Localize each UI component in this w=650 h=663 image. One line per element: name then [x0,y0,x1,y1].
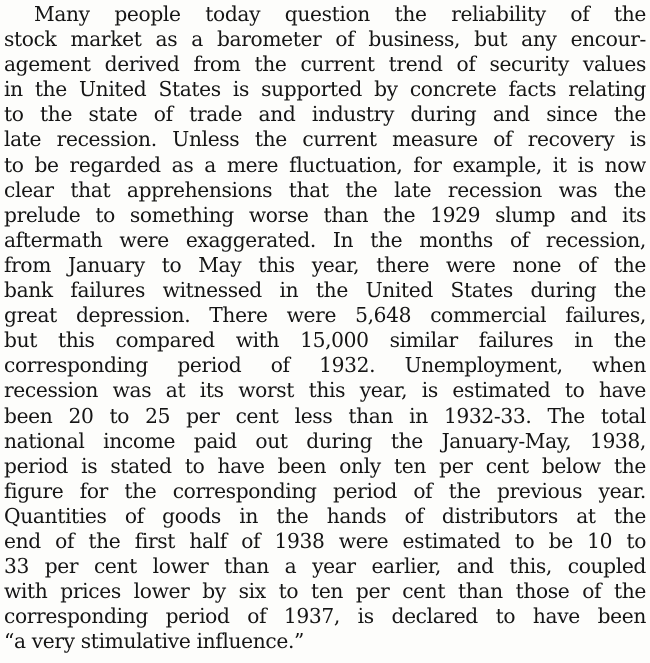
text-line: figure for the corresponding period of the previous year. [4,478,646,503]
text-line: great depression. There were 5,648 commercial failures, [4,303,646,328]
text-line: clear that apprehensions that the late recession was the [4,177,646,202]
text-line: but this compared with 15,000 similar failures in the [4,328,646,353]
text-line: Many people today question the reliability of the [34,2,646,26]
text-line: stock market as a barometer of business, but any encour- [4,27,646,52]
text-line: national income paid out during the January-May, 1938, [4,428,646,453]
text-line: late recession. Unless the current measure of recovery is [4,127,646,152]
text-line: been 20 to 25 per cent less than in 1932-33. The total [4,403,646,428]
text-line: 33 per cent lower than a year earlier, and this, coupled [4,554,646,579]
text-line: from January to May this year, there were none of the [4,252,646,277]
text-line: bank failures witnessed in the United States during the [4,278,646,303]
text-line: in the United States is supported by concrete facts relating [4,77,646,102]
text-line: agement derived from the current trend of security values [4,52,646,77]
article-paragraph [4,2,646,654]
text-line: with prices lower by six to ten per cent than those of the [4,579,646,604]
text-line: aftermath were exaggerated. In the months of recession, [4,227,646,252]
text-line: end of the first half of 1938 were estimated to be 10 to [4,528,646,553]
text-line: corresponding period of 1932. Unemployment, when [4,353,646,378]
text-line: prelude to something worse than the 1929 slump and its [4,202,646,227]
text-line: Quantities of goods in the hands of distributors at the [4,503,646,528]
text-line: corresponding period of 1937, is declared to have been [4,604,646,629]
text-line: recession was at its worst this year, is estimated to have [4,378,646,403]
text-line: “a very stimulative influence.” [4,629,304,654]
text-line: to the state of trade and industry during and since the [4,102,646,127]
text-line: period is stated to have been only ten per cent below the [4,453,646,478]
text-line: to be regarded as a mere fluctuation, for example, it is now [4,152,646,177]
